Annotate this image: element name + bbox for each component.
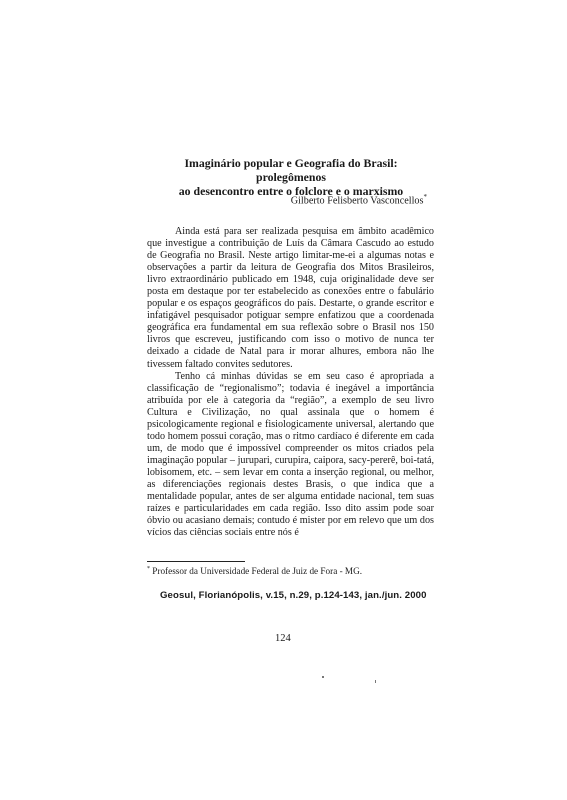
author-footnote-mark: * bbox=[423, 193, 427, 201]
paragraph-2: Tenho cá minhas dúvidas se em seu caso é apropriada a classificação de “regionalismo”; todavia é inegável a importância atribuída por ele à categoria da “região”, a exemplo de seu livro Cultura e Civilização, no qual assinala que o homem é psicologicamente regional e fisiologicamente universal, alertando que todo homem possui coração, mas o ritmo cardíaco é diferente em cada um, de modo que é impossível compreender os mitos criados pela imaginação popular – jurupari, curupira, caipora, sacy-pererê, boi-tatá, lobisomem, etc. – sem levar em conta a inserção regional, ou melhor, as diferenciações regionais destes Brasis, o que indica que a mentalidade popular, antes de ser alguma entidade nacional, tem suas raízes e particularidades em cada região. Isso dito assim pode soar óbvio ou acasiano demais; contudo é mister por em relevo que um dos vícios das ciências sociais entre nós é bbox=[147, 370, 434, 539]
footnote bbox=[147, 566, 362, 576]
article-body bbox=[147, 226, 434, 539]
scan-speck bbox=[375, 680, 376, 683]
title-line-2: ao desencontro entre o folclore e o marxismo bbox=[178, 184, 404, 198]
footnote-text: Professor da Universidade Federal de Juiz de Fora - MG. bbox=[152, 566, 363, 577]
title-line-1: Imaginário popular e Geografia do Brasil: prolegômenos bbox=[184, 156, 398, 184]
page-number: 124 bbox=[275, 633, 291, 644]
article-title bbox=[150, 156, 432, 198]
footnote-mark: * bbox=[147, 566, 150, 572]
author-byline bbox=[291, 193, 427, 206]
author-name: Gilberto Felisberto Vasconcellos bbox=[290, 195, 424, 207]
paragraph-1: Ainda está para ser realizada pesquisa em âmbito acadêmico que investigue a contribuição de Luís da Câmara Cascudo ao estudo de Geografia no Brasil. Neste artigo limitar-me-ei a algumas notas e observações a partir da leitura de Geografia dos Mitos Brasileiros, livro extraordinário publicado em 1948, cuja originalidade deve ser posta em destaque por ter estabelecido as conexões entre o fabulário popular e os espaços geográficos do país. Destarte, o grande escritor e infatigável pesquisador potiguar sempre enfatizou que a coordenada geográfica era fundamental em sua reflexão sobre o Brasil nos 150 livros que escreveu, justificando com isso o motivo de nunca ter deixado a cidade de Natal para ir morar alhures, embora não lhe tivessem faltado convites sedutores. bbox=[147, 226, 434, 370]
journal-citation: Geosul, Florianópolis, v.15, n.29, p.124-143, jan./jun. 2000 bbox=[160, 590, 427, 601]
scan-speck bbox=[322, 676, 324, 678]
footnote-divider bbox=[147, 561, 245, 562]
